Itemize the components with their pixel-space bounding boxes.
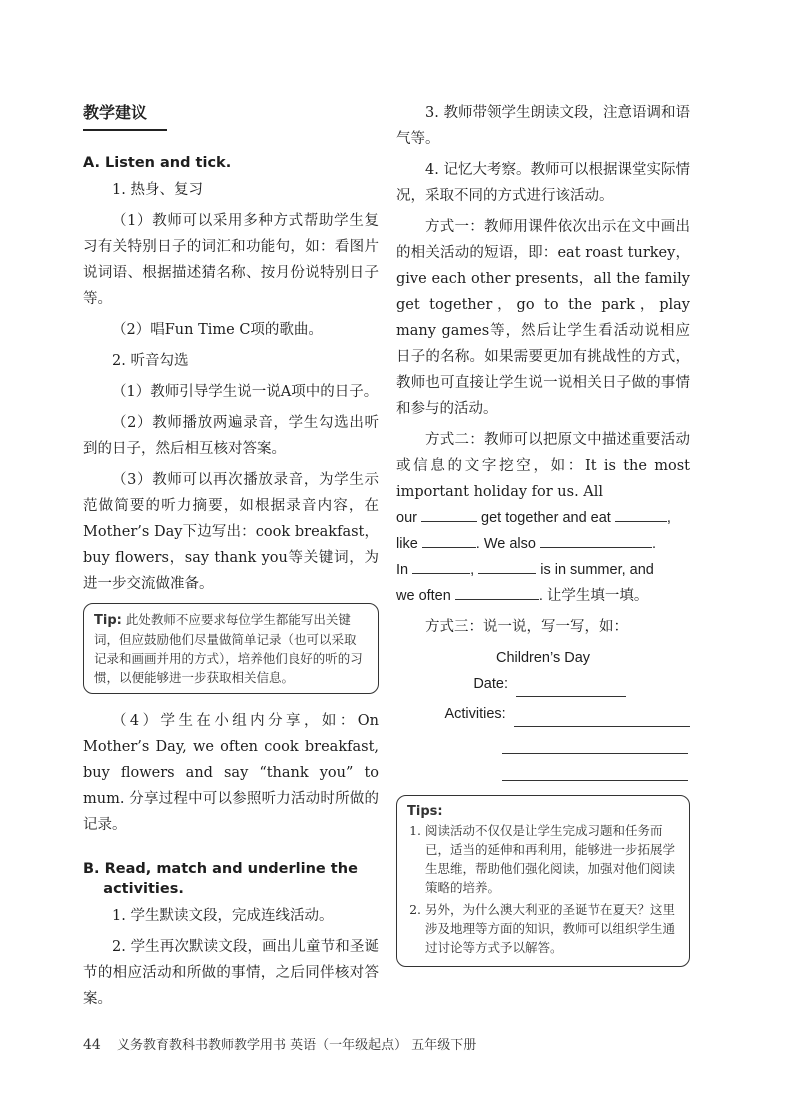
book-title: 义务教育教科书教师教学用书 英语（一年级起点） 五年级下册 <box>116 1038 477 1053</box>
form-date-label: Date: <box>473 676 508 692</box>
paragraph: （4）学生在小组内分享，如：On Mother’s Day, we often cook breakfast, buy flowers and say “thank you” to mum. 分享过程中可以参照听力活动时所做的记录。 <box>83 713 379 833</box>
paragraph: （1）教师可以采用多种方式帮助学生复习有关特别日子的词汇和功能句，如：看图片说词语、根据描述猜名称、按月份说特别日子等。 <box>83 213 379 307</box>
form-title: Children’s Day <box>495 650 591 666</box>
paragraph: （2）教师播放两遍录音，学生勾选出听到的日子，然后相互核对答案。 <box>83 415 379 457</box>
paragraph: （2）唱Fun Time C项的歌曲。 <box>112 322 323 338</box>
paragraph: （3）教师可以再次播放录音，为学生示范做简要的听力摘要，如根据录音内容，在Mother’s Day下边写出：cook breakfast，buy flowers，say thank you等关键词，为进一步交流做准备。 <box>83 472 379 592</box>
form-date-row <box>396 671 690 697</box>
paragraph: 3. 教师带领学生朗读文段，注意语调和语气等。 <box>396 105 690 147</box>
paragraph: 1. 学生默读文段，完成连线活动。 <box>112 908 334 924</box>
paragraph: 2. 学生再次默读文段，画出儿童节和圣诞节的相应活动和所做的事情，之后同伴核对答案。 <box>83 939 379 1007</box>
heading-read-match-underline: B. Read, match and underline the activities. <box>83 861 358 897</box>
paragraph: （1）教师引导学生说一说A项中的日子。 <box>112 384 379 400</box>
tips-label: Tips: <box>407 804 443 819</box>
tip-box <box>83 603 379 694</box>
blank <box>421 506 477 522</box>
cloze-line-3: In , is in summer, and <box>396 557 690 583</box>
method-one: 方式一：教师用课件依次出示在文中画出的相关活动的短语，即：eat roast turkey，give each other presents，all the family get together，go to the park，play many games等，然后让学生看活动说相应日子的名称。如果需要更加有挑战性的方式，教师也可直接让学生说一说相关日子做的事情和参与的活动。 <box>396 219 690 417</box>
page-footer <box>83 1034 476 1053</box>
page-number: 44 <box>83 1037 101 1053</box>
form-line <box>502 731 688 754</box>
step-listen-tick: 2. 听音勾选 <box>112 353 189 369</box>
method-two-intro: 方式二：教师可以把原文中描述重要活动或信息的文字挖空，如：It is the most important holiday for us. All <box>396 432 690 500</box>
method-three: 方式三：说一说，写一写，如： <box>425 619 628 635</box>
right-column <box>396 100 690 981</box>
blank <box>478 558 536 574</box>
section-title: 教学建议 <box>83 100 167 131</box>
form-line <box>516 678 626 697</box>
blank <box>422 532 476 548</box>
tip-text: 此处教师不应要求每位学生都能写出关键词，但应鼓励他们尽量做简单记录（也可以采取记录和画画并用的方式），培养他们良好的听的习惯，以便能够进一步获取相关信息。 <box>94 612 363 685</box>
cloze-line-1: our get together and eat , <box>396 505 690 531</box>
tips-box <box>396 795 690 967</box>
tip-item: 1. 阅读活动不仅仅是让学生完成习题和任务而已，适当的延伸和再利用，能够进一步拓展学生思维，帮助他们强化阅读，加强对他们阅读策略的培养。 <box>425 821 679 897</box>
cloze-line-4: we often . 让学生填一填。 <box>396 583 690 609</box>
tip-item: 2. 另外，为什么澳大利亚的圣诞节在夏天？这里涉及地理等方面的知识，教师可以组织学生通过讨论等方式予以解答。 <box>425 900 679 957</box>
form-line <box>502 758 688 781</box>
step-warm-up: 1. 热身、复习 <box>112 182 203 198</box>
blank <box>412 558 470 574</box>
blank <box>540 532 652 548</box>
form-activities-label: Activities: <box>444 706 506 722</box>
paragraph: 4. 记忆大考察。教师可以根据课堂实际情况，采取不同的方式进行该活动。 <box>396 162 690 204</box>
cloze-line-2: like . We also . <box>396 531 690 557</box>
form-activities-row <box>396 701 690 727</box>
blank <box>615 506 667 522</box>
tips-list <box>407 821 679 957</box>
tip-label: Tip: <box>94 613 122 628</box>
blank <box>455 584 539 600</box>
heading-listen-and-tick: A. Listen and tick. <box>83 155 232 171</box>
left-column <box>83 100 379 1017</box>
form-line <box>514 708 690 727</box>
